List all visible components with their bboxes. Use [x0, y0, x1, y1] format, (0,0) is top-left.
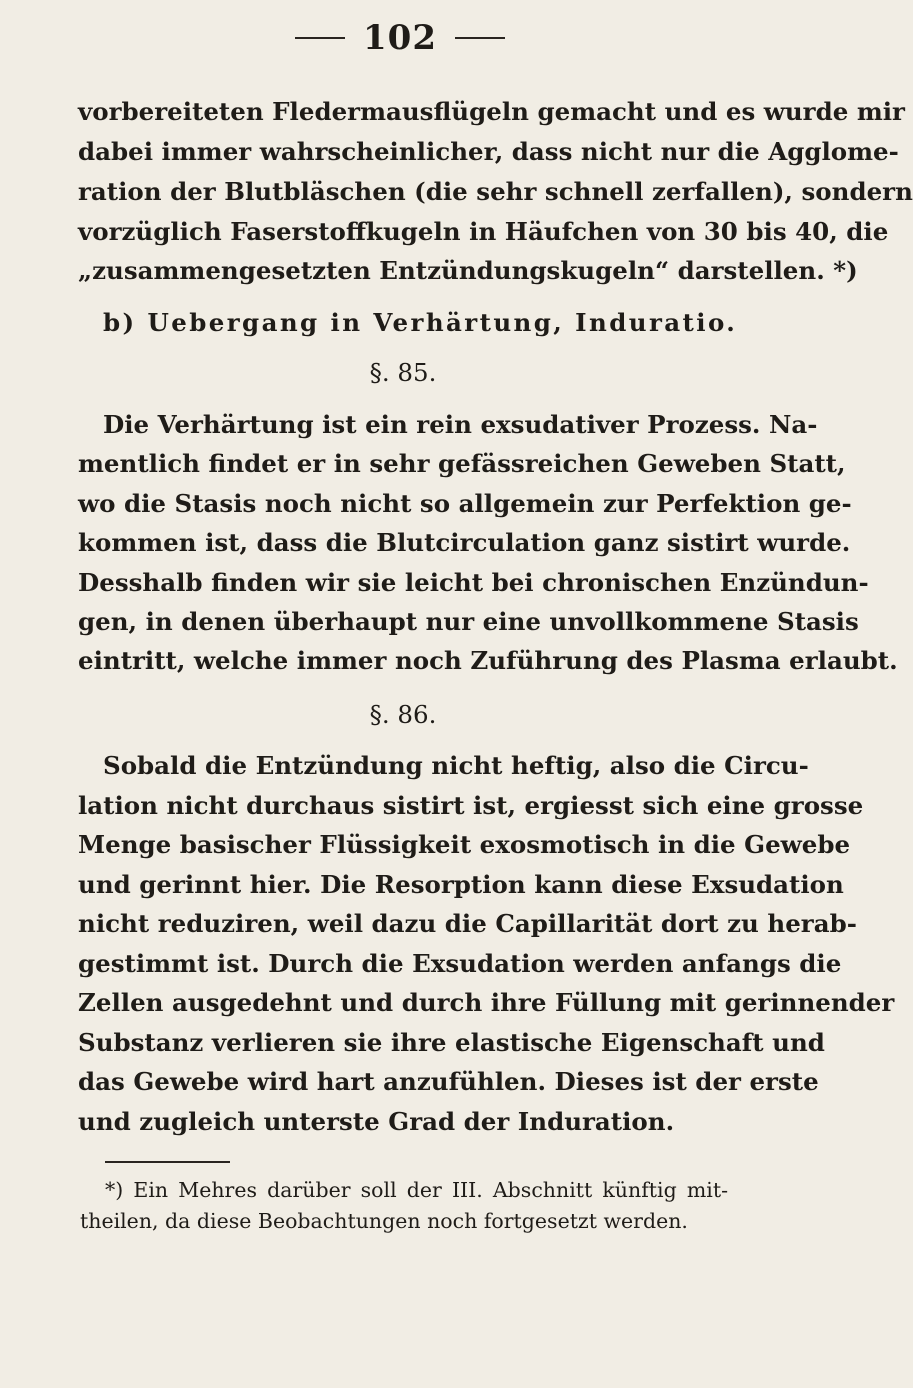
- page-number: 102: [363, 18, 437, 58]
- header-rule-right: [455, 37, 505, 39]
- body-line: wo die Stasis noch nicht so allgemein zur Perfektion ge-: [78, 489, 852, 518]
- section-heading-86: §. 86.: [369, 700, 437, 729]
- body-line: ration der Blutbläschen (die sehr schnell zerfallen), sondern: [78, 177, 913, 206]
- body-line: vorzüglich Faserstoffkugeln in Häufchen von 30 bis 40, die: [78, 217, 889, 246]
- page-header: [0, 18, 800, 58]
- body-line: nicht reduziren, weil dazu die Capillarität dort zu herab-: [78, 909, 857, 938]
- body-line: lation nicht durchaus sistirt ist, ergiesst sich eine grosse: [78, 791, 864, 820]
- body-line: dabei immer wahrscheinlicher, dass nicht nur die Agglome-: [78, 137, 899, 166]
- header-rule-left: [295, 37, 345, 39]
- subsection-heading: b) Uebergang in Verhärtung, Induratio.: [103, 308, 738, 337]
- body-line: Zellen ausgedehnt und durch ihre Füllung mit gerinnender: [78, 988, 895, 1017]
- body-line: vorbereiteten Fledermausflügeln gemacht und es wurde mir: [78, 97, 905, 126]
- body-line: gestimmt ist. Durch die Exsudation werden anfangs die: [78, 949, 842, 978]
- body-line: Desshalb finden wir sie leicht bei chronischen Enzündun-: [78, 568, 869, 597]
- body-line: und zugleich unterste Grad der Induration.: [78, 1107, 675, 1136]
- body-line: kommen ist, dass die Blutcirculation ganz sistirt wurde.: [78, 528, 851, 557]
- body-line: gen, in denen überhaupt nur eine unvollkommene Stasis: [78, 607, 859, 636]
- body-line: und gerinnt hier. Die Resorption kann diese Exsudation: [78, 870, 844, 899]
- footnote-line: theilen, da diese Beobachtungen noch fortgesetzt werden.: [80, 1209, 688, 1233]
- body-line: eintritt, welche immer noch Zuführung des Plasma erlaubt.: [78, 646, 898, 675]
- body-line: mentlich findet er in sehr gefässreichen Geweben Statt,: [78, 449, 846, 478]
- footnote-divider: [105, 1161, 230, 1163]
- body-line: „zusammengesetzten Entzündungskugeln“ darstellen. *): [78, 256, 858, 285]
- body-line: Die Verhärtung ist ein rein exsudativer Prozess. Na-: [103, 410, 818, 439]
- section-heading-85: §. 85.: [369, 358, 437, 387]
- body-line: das Gewebe wird hart anzufühlen. Dieses ist der erste: [78, 1067, 819, 1096]
- body-line: Substanz verlieren sie ihre elastische Eigenschaft und: [78, 1028, 825, 1057]
- footnote-line: *) Ein Mehres darüber soll der III. Abschnitt künftig mit-: [105, 1178, 728, 1202]
- body-line: Menge basischer Flüssigkeit exosmotisch in die Gewebe: [78, 830, 851, 859]
- body-line: Sobald die Entzündung nicht heftig, also die Circu-: [103, 751, 809, 780]
